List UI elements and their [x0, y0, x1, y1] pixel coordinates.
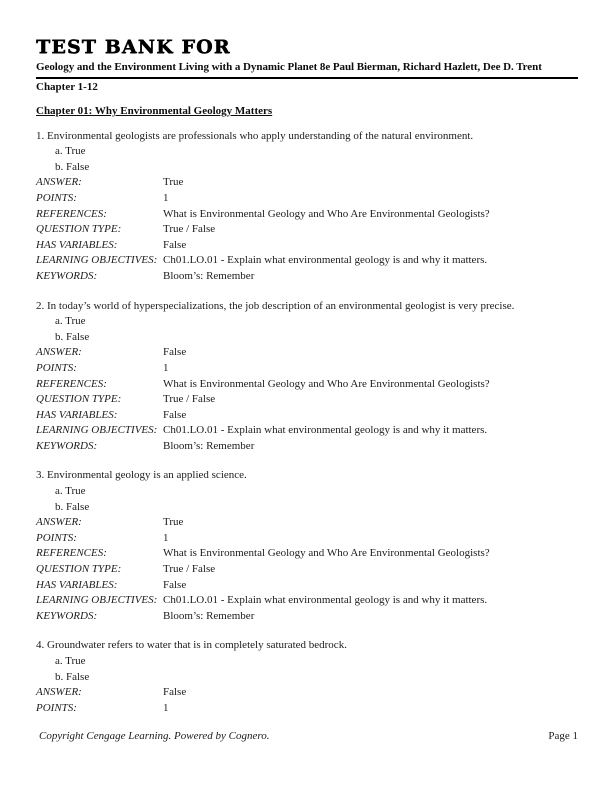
section-heading: Chapter 01: Why Environmental Geology Matters [36, 105, 273, 117]
meta-label: LEARNING OBJECTIVES: [36, 594, 158, 607]
meta-row [36, 345, 578, 361]
question-block [36, 638, 578, 716]
questions [36, 129, 578, 717]
meta-row [36, 377, 578, 393]
meta-value: Bloom’s: Remember [163, 269, 255, 282]
option-item: a. True [55, 485, 86, 498]
meta-value: True [163, 516, 184, 529]
meta-row [36, 515, 578, 531]
page-footer [0, 729, 612, 744]
meta-label: LEARNING OBJECTIVES: [36, 254, 158, 267]
question-text: 3. Environmental geology is an applied science. [36, 469, 247, 482]
meta-label: ANSWER: [36, 516, 82, 529]
option-item: b. False [55, 500, 90, 513]
meta-label: ANSWER: [36, 176, 82, 189]
meta-label: LEARNING OBJECTIVES: [36, 424, 158, 437]
meta-row [36, 578, 578, 594]
meta-label: QUESTION TYPE: [36, 223, 122, 236]
meta-value: Bloom’s: Remember [163, 439, 255, 452]
meta-row [36, 361, 578, 377]
doc-title: TEST BANK FOR [36, 36, 231, 58]
option-item: b. False [55, 670, 90, 683]
meta-value: False [163, 408, 187, 421]
meta-label: REFERENCES: [36, 207, 107, 220]
meta-row [36, 546, 578, 562]
footer-page-number: Page 1 [548, 730, 578, 742]
meta-value: 1 [163, 191, 169, 204]
question-block [36, 129, 578, 285]
meta-value: 1 [163, 361, 169, 374]
meta-row [36, 562, 578, 578]
meta-value: What is Environmental Geology and Who Are Environmental Geologists? [163, 377, 490, 390]
meta-value: True [163, 176, 184, 189]
meta-row [36, 685, 578, 701]
question-meta [36, 515, 578, 624]
option-item: a. True [55, 145, 86, 158]
question-text: 1. Environmental geologists are professionals who apply understanding of the natural environment. [36, 129, 474, 142]
meta-value: False [163, 578, 187, 591]
meta-label: POINTS: [36, 191, 77, 204]
meta-row [36, 609, 578, 625]
meta-row [36, 408, 578, 424]
question-block [36, 299, 578, 455]
meta-value: True / False [163, 393, 216, 406]
meta-label: POINTS: [36, 531, 77, 544]
meta-label: POINTS: [36, 361, 77, 374]
meta-label: KEYWORDS: [36, 439, 98, 452]
question-text: 4. Groundwater refers to water that is in completely saturated bedrock. [36, 639, 347, 652]
meta-label: POINTS: [36, 701, 77, 714]
document-header [36, 37, 578, 95]
meta-value: True / False [163, 223, 216, 236]
meta-row [36, 269, 578, 285]
meta-label: ANSWER: [36, 346, 82, 359]
doc-subtitle: Geology and the Environment Living with a Dynamic Planet 8e Paul Bierman, Richard Hazlett, Dee D. Trent [36, 61, 542, 73]
option-item: b. False [55, 330, 90, 343]
meta-row [36, 701, 578, 717]
option-item: b. False [55, 160, 90, 173]
meta-row [36, 439, 578, 455]
meta-value: 1 [163, 701, 169, 714]
meta-value: What is Environmental Geology and Who Are Environmental Geologists? [163, 547, 490, 560]
meta-value: False [163, 686, 187, 699]
meta-row [36, 423, 578, 439]
question-meta [36, 345, 578, 454]
meta-value: False [163, 346, 187, 359]
meta-label: HAS VARIABLES: [36, 578, 118, 591]
option-item: a. True [55, 655, 86, 667]
meta-label: KEYWORDS: [36, 609, 98, 622]
meta-label: QUESTION TYPE: [36, 563, 122, 576]
question-options [36, 314, 578, 345]
meta-row [36, 222, 578, 238]
meta-value: Ch01.LO.01 - Explain what environmental geology is and why it matters. [163, 424, 488, 437]
question-meta [36, 685, 578, 716]
meta-row [36, 253, 578, 269]
meta-value: Ch01.LO.01 - Explain what environmental geology is and why it matters. [163, 254, 488, 267]
meta-label: HAS VARIABLES: [36, 238, 118, 251]
meta-row [36, 175, 578, 191]
meta-row [36, 207, 578, 223]
meta-value: 1 [163, 531, 169, 544]
chapter-range: Chapter 1-12 [36, 80, 98, 93]
question-options [36, 484, 578, 515]
meta-value: Bloom’s: Remember [163, 609, 255, 622]
meta-row [36, 531, 578, 547]
meta-value: What is Environmental Geology and Who Are Environmental Geologists? [163, 207, 490, 220]
meta-value: Ch01.LO.01 - Explain what environmental geology is and why it matters. [163, 594, 488, 607]
meta-label: KEYWORDS: [36, 269, 98, 282]
question-options [36, 654, 578, 685]
question-meta [36, 175, 578, 284]
meta-row [36, 238, 578, 254]
question-block [36, 468, 578, 624]
meta-label: ANSWER: [36, 686, 82, 699]
footer-copyright: Copyright Cengage Learning. Powered by Cognero. [39, 730, 270, 742]
meta-row [36, 593, 578, 609]
question-text: 2. In today’s world of hyperspecializations, the job description of an environmental geologist is very precise. [36, 299, 515, 312]
meta-label: QUESTION TYPE: [36, 393, 122, 406]
meta-row [36, 392, 578, 408]
meta-value: False [163, 238, 187, 251]
meta-label: REFERENCES: [36, 377, 107, 390]
question-options [36, 144, 578, 175]
meta-row [36, 191, 578, 207]
meta-label: REFERENCES: [36, 547, 107, 560]
meta-label: HAS VARIABLES: [36, 408, 118, 421]
meta-value: True / False [163, 563, 216, 576]
option-item: a. True [55, 315, 86, 328]
